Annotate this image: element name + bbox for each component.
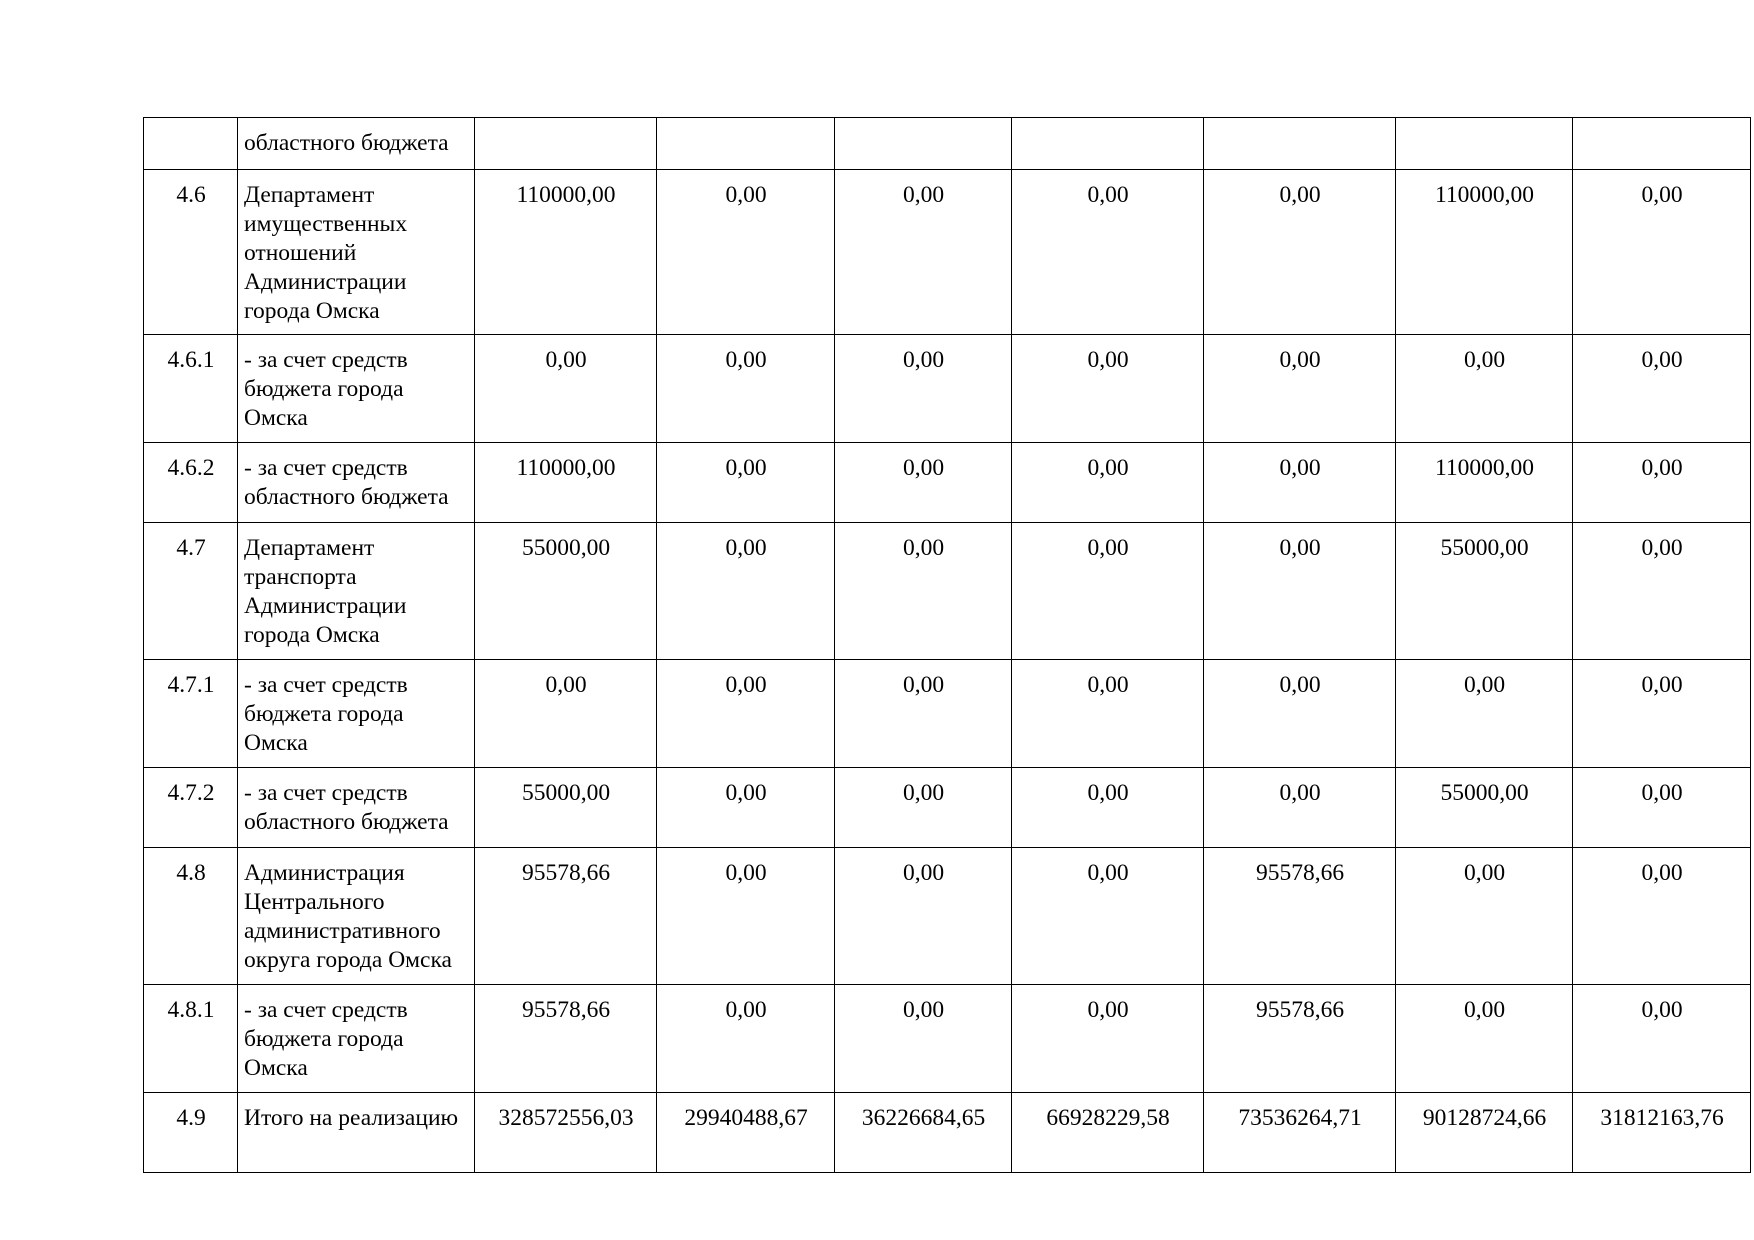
cell-value: 29940488,67 <box>657 1093 835 1173</box>
cell-value: 0,00 <box>657 443 835 523</box>
cell-value <box>1396 118 1573 170</box>
cell-value: 0,00 <box>1012 170 1204 335</box>
row-number: 4.6.1 <box>144 335 238 443</box>
table-row <box>144 523 1751 660</box>
row-number: 4.7.1 <box>144 660 238 768</box>
cell-value: 0,00 <box>657 768 835 848</box>
cell-value: 0,00 <box>657 848 835 985</box>
cell-value: 0,00 <box>657 660 835 768</box>
cell-total: 110000,00 <box>475 443 657 523</box>
cell-value: 0,00 <box>1573 170 1751 335</box>
table-row <box>144 848 1751 985</box>
cell-value: 110000,00 <box>1396 170 1573 335</box>
row-name: Департамент транспорта Администрации города Омска <box>238 523 475 660</box>
table-row <box>144 660 1751 768</box>
row-number: 4.7 <box>144 523 238 660</box>
cell-value: 0,00 <box>1573 523 1751 660</box>
table-row <box>144 118 1751 170</box>
cell-value: 0,00 <box>1573 335 1751 443</box>
cell-value: 90128724,66 <box>1396 1093 1573 1173</box>
cell-value <box>657 118 835 170</box>
table-row <box>144 170 1751 335</box>
cell-value: 0,00 <box>1573 660 1751 768</box>
cell-value: 0,00 <box>657 523 835 660</box>
cell-value: 0,00 <box>835 443 1012 523</box>
cell-value: 0,00 <box>835 170 1012 335</box>
cell-value: 95578,66 <box>1204 985 1396 1093</box>
cell-value <box>1012 118 1204 170</box>
cell-value: 0,00 <box>1204 335 1396 443</box>
cell-value: 0,00 <box>1396 848 1573 985</box>
cell-total: 95578,66 <box>475 985 657 1093</box>
cell-value: 0,00 <box>1204 443 1396 523</box>
row-number <box>144 118 238 170</box>
cell-value: 0,00 <box>835 985 1012 1093</box>
cell-value: 0,00 <box>835 768 1012 848</box>
table-row <box>144 443 1751 523</box>
row-name: областного бюджета <box>238 118 475 170</box>
cell-value: 0,00 <box>1012 443 1204 523</box>
cell-value: 0,00 <box>835 660 1012 768</box>
cell-value: 0,00 <box>1204 523 1396 660</box>
cell-value: 0,00 <box>1012 848 1204 985</box>
cell-value: 0,00 <box>1012 985 1204 1093</box>
cell-value: 0,00 <box>1396 335 1573 443</box>
row-name: - за счет средств областного бюджета <box>238 443 475 523</box>
cell-value: 0,00 <box>835 523 1012 660</box>
cell-value: 0,00 <box>1573 768 1751 848</box>
cell-value <box>1204 118 1396 170</box>
cell-value: 0,00 <box>1396 985 1573 1093</box>
cell-total: 0,00 <box>475 660 657 768</box>
cell-value: 55000,00 <box>1396 523 1573 660</box>
cell-value <box>1573 118 1751 170</box>
budget-table <box>143 117 1751 1173</box>
row-number: 4.8.1 <box>144 985 238 1093</box>
cell-value: 0,00 <box>1204 768 1396 848</box>
cell-total: 110000,00 <box>475 170 657 335</box>
cell-value: 0,00 <box>1573 848 1751 985</box>
cell-value: 0,00 <box>1012 768 1204 848</box>
row-number: 4.6.2 <box>144 443 238 523</box>
cell-value: 0,00 <box>657 985 835 1093</box>
cell-value: 36226684,65 <box>835 1093 1012 1173</box>
row-name: Итого на реализацию <box>238 1093 475 1173</box>
cell-value: 0,00 <box>1396 660 1573 768</box>
cell-value: 0,00 <box>835 848 1012 985</box>
cell-total: 55000,00 <box>475 768 657 848</box>
cell-total: 328572556,03 <box>475 1093 657 1173</box>
cell-total: 95578,66 <box>475 848 657 985</box>
row-number: 4.9 <box>144 1093 238 1173</box>
cell-value: 95578,66 <box>1204 848 1396 985</box>
table-row <box>144 985 1751 1093</box>
cell-value: 0,00 <box>657 335 835 443</box>
cell-value: 0,00 <box>1012 523 1204 660</box>
cell-value: 110000,00 <box>1396 443 1573 523</box>
row-number: 4.8 <box>144 848 238 985</box>
table-row <box>144 768 1751 848</box>
row-name: - за счет средств бюджета города Омска <box>238 335 475 443</box>
cell-value: 0,00 <box>1573 443 1751 523</box>
cell-total <box>475 118 657 170</box>
row-name: - за счет средств областного бюджета <box>238 768 475 848</box>
row-name: Департамент имущественных отношений Администрации города Омска <box>238 170 475 335</box>
row-name: Администрация Центрального административного округа города Омска <box>238 848 475 985</box>
cell-value: 0,00 <box>1204 170 1396 335</box>
cell-total: 0,00 <box>475 335 657 443</box>
cell-value: 31812163,76 <box>1573 1093 1751 1173</box>
cell-value: 0,00 <box>1573 985 1751 1093</box>
cell-value: 0,00 <box>1012 660 1204 768</box>
row-number: 4.7.2 <box>144 768 238 848</box>
cell-value: 0,00 <box>1204 660 1396 768</box>
row-name: - за счет средств бюджета города Омска <box>238 660 475 768</box>
row-number: 4.6 <box>144 170 238 335</box>
cell-value: 66928229,58 <box>1012 1093 1204 1173</box>
cell-total: 55000,00 <box>475 523 657 660</box>
cell-value: 0,00 <box>657 170 835 335</box>
cell-value: 0,00 <box>1012 335 1204 443</box>
row-name: - за счет средств бюджета города Омска <box>238 985 475 1093</box>
cell-value <box>835 118 1012 170</box>
table-row-total <box>144 1093 1751 1173</box>
cell-value: 55000,00 <box>1396 768 1573 848</box>
cell-value: 73536264,71 <box>1204 1093 1396 1173</box>
table-row <box>144 335 1751 443</box>
cell-value: 0,00 <box>835 335 1012 443</box>
